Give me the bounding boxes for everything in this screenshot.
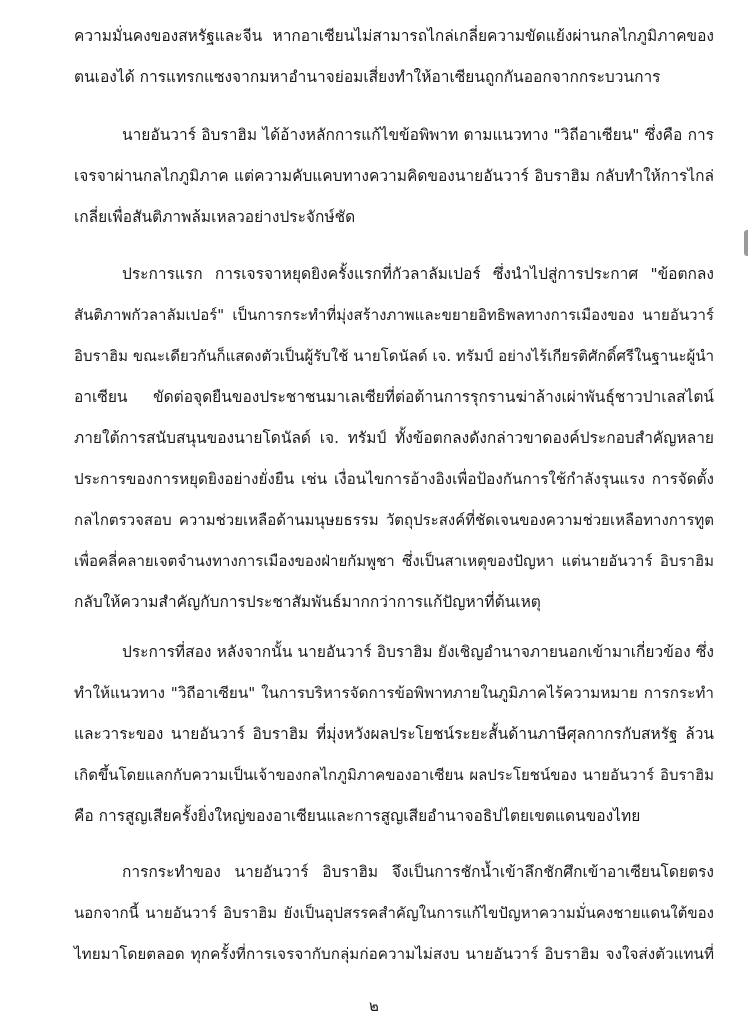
text-line: ทำให้แนวทาง "วิถีอาเซียน" ในการบริหารจัดการข้อพิพาทภายในภูมิภาคไร้ความหมาย การกระทำ <box>74 684 714 702</box>
text-line: ตนเองได้ การแทรกแซงจากมหาอำนาจย่อมเสี่ยงทำให้อาเซียนถูกกันออกจากกระบวนการ <box>74 68 661 86</box>
text-line: อิบราฮิม ขณะเดียวกันก็แสดงตัวเป็นผู้รับใช้ นายโดนัลด์ เจ. ทรัมป์ อย่างไร้เกียรติศักดิ์ศรีในฐานะผู้นำ <box>74 347 714 365</box>
page-number: ๒ <box>369 997 379 1015</box>
text-line: ไทยมาโดยตลอด ทุกครั้งที่การเจรจากับกลุ่มก่อความไม่สงบ นายอันวาร์ อิบราฮิม จงใจส่งตัวแทนที่ <box>74 945 714 963</box>
text-line: กลับให้ความสำคัญกับการประชาสัมพันธ์มากกว่าการแก้ปัญหาที่ต้นเหตุ <box>74 593 541 611</box>
text-line: สันติภาพกัวลาลัมเปอร์" เป็นการกระทำที่มุ่งสร้างภาพและขยายอิทธิพลทางการเมืองของ นายอันวาร์ <box>74 306 714 324</box>
text-line: คือ การสูญเสียครั้งยิ่งใหญ่ของอาเซียนและการสูญเสียอำนาจอธิปไตยเขตแดนของไทย <box>74 807 641 825</box>
text-line: การกระทำของ นายอันวาร์ อิบราฮิม จึงเป็นการชักน้ำเข้าลึกชักศึกเข้าอาเซียนโดยตรง <box>122 863 714 881</box>
text-line: เกิดขึ้นโดยแลกกับความเป็นเจ้าของกลไกภูมิภาคของอาเซียน ผลประโยชน์ของ นายอันวาร์ อิบราฮิม <box>74 766 714 784</box>
text-line: เพื่อคลี่คลายเจตจำนงทางการเมืองของฝ่ายกัมพูชา ซึ่งเป็นสาเหตุของปัญหา แต่นายอันวาร์ อิบราฮิม <box>74 552 714 570</box>
text-line: และวาระของ นายอันวาร์ อิบราฮิม ที่มุ่งหวังผลประโยชน์ระยะสั้นด้านภาษีศุลกากรกับสหรัฐ ล้วน <box>74 725 714 743</box>
paragraph-second-point <box>74 632 714 837</box>
paragraph-asean-way <box>74 115 714 238</box>
scroll-edge-handle <box>744 230 748 256</box>
text-line: ภายใต้การสนับสนุนของนายโดนัลด์ เจ. ทรัมป์ ทั้งข้อตกลงดังกล่าวขาดองค์ประกอบสำคัญหลาย <box>74 429 714 447</box>
paragraph-continuation <box>74 16 714 98</box>
text-line: นอกจากนี้ นายอันวาร์ อิบราฮิม ยังเป็นอุปสรรคสำคัญในการแก้ไขปัญหาความมั่นคงชายแดนใต้ของ <box>74 904 714 922</box>
text-line: กลไกตรวจสอบ ความช่วยเหลือด้านมนุษยธรรม วัตถุประสงค์ที่ชัดเจนของความช่วยเหลือทางการทูต <box>74 511 714 529</box>
paragraph-conclusion <box>74 852 714 975</box>
text-line: อาเซียน ขัดต่อจุดยืนของประชาชนมาเลเซียที่ต่อต้านการรุกรานฆ่าล้างเผ่าพันธุ์ชาวปาเลสไตน์ <box>74 388 714 406</box>
text-line: เกลี่ยเพื่อสันติภาพล้มเหลวอย่างประจักษ์ชัด <box>74 208 356 226</box>
text-line: นายอันวาร์ อิบราฮิม ได้อ้างหลักการแก้ไขข้อพิพาท ตามแนวทาง "วิถีอาเซียน" ซึ่งคือ การ <box>122 126 714 144</box>
text-line: ประการของการหยุดยิงอย่างยั่งยืน เช่น เงื่อนไขการอ้างอิงเพื่อป้องกันการใช้กำลังรุนแรง การจัดตั้ง <box>74 470 714 488</box>
paragraph-first-point <box>74 254 714 623</box>
text-line: ประการแรก การเจรจาหยุดยิงครั้งแรกที่กัวลาลัมเปอร์ ซึ่งนำไปสู่การประกาศ "ข้อตกลง <box>122 265 714 283</box>
text-line: เจรจาผ่านกลไกภูมิภาค แต่ความคับแคบทางความคิดของนายอันวาร์ อิบราฮิม กลับทำให้การไกล่ <box>74 167 714 185</box>
text-line: ความมั่นคงของสหรัฐและจีน หากอาเซียนไม่สามารถไกล่เกลี่ยความขัดแย้งผ่านกลไกภูมิภาคของ <box>74 27 714 45</box>
text-line: ประการที่สอง หลังจากนั้น นายอันวาร์ อิบราฮิม ยังเชิญอำนาจภายนอกเข้ามาเกี่ยวข้อง ซึ่ง <box>122 643 714 661</box>
